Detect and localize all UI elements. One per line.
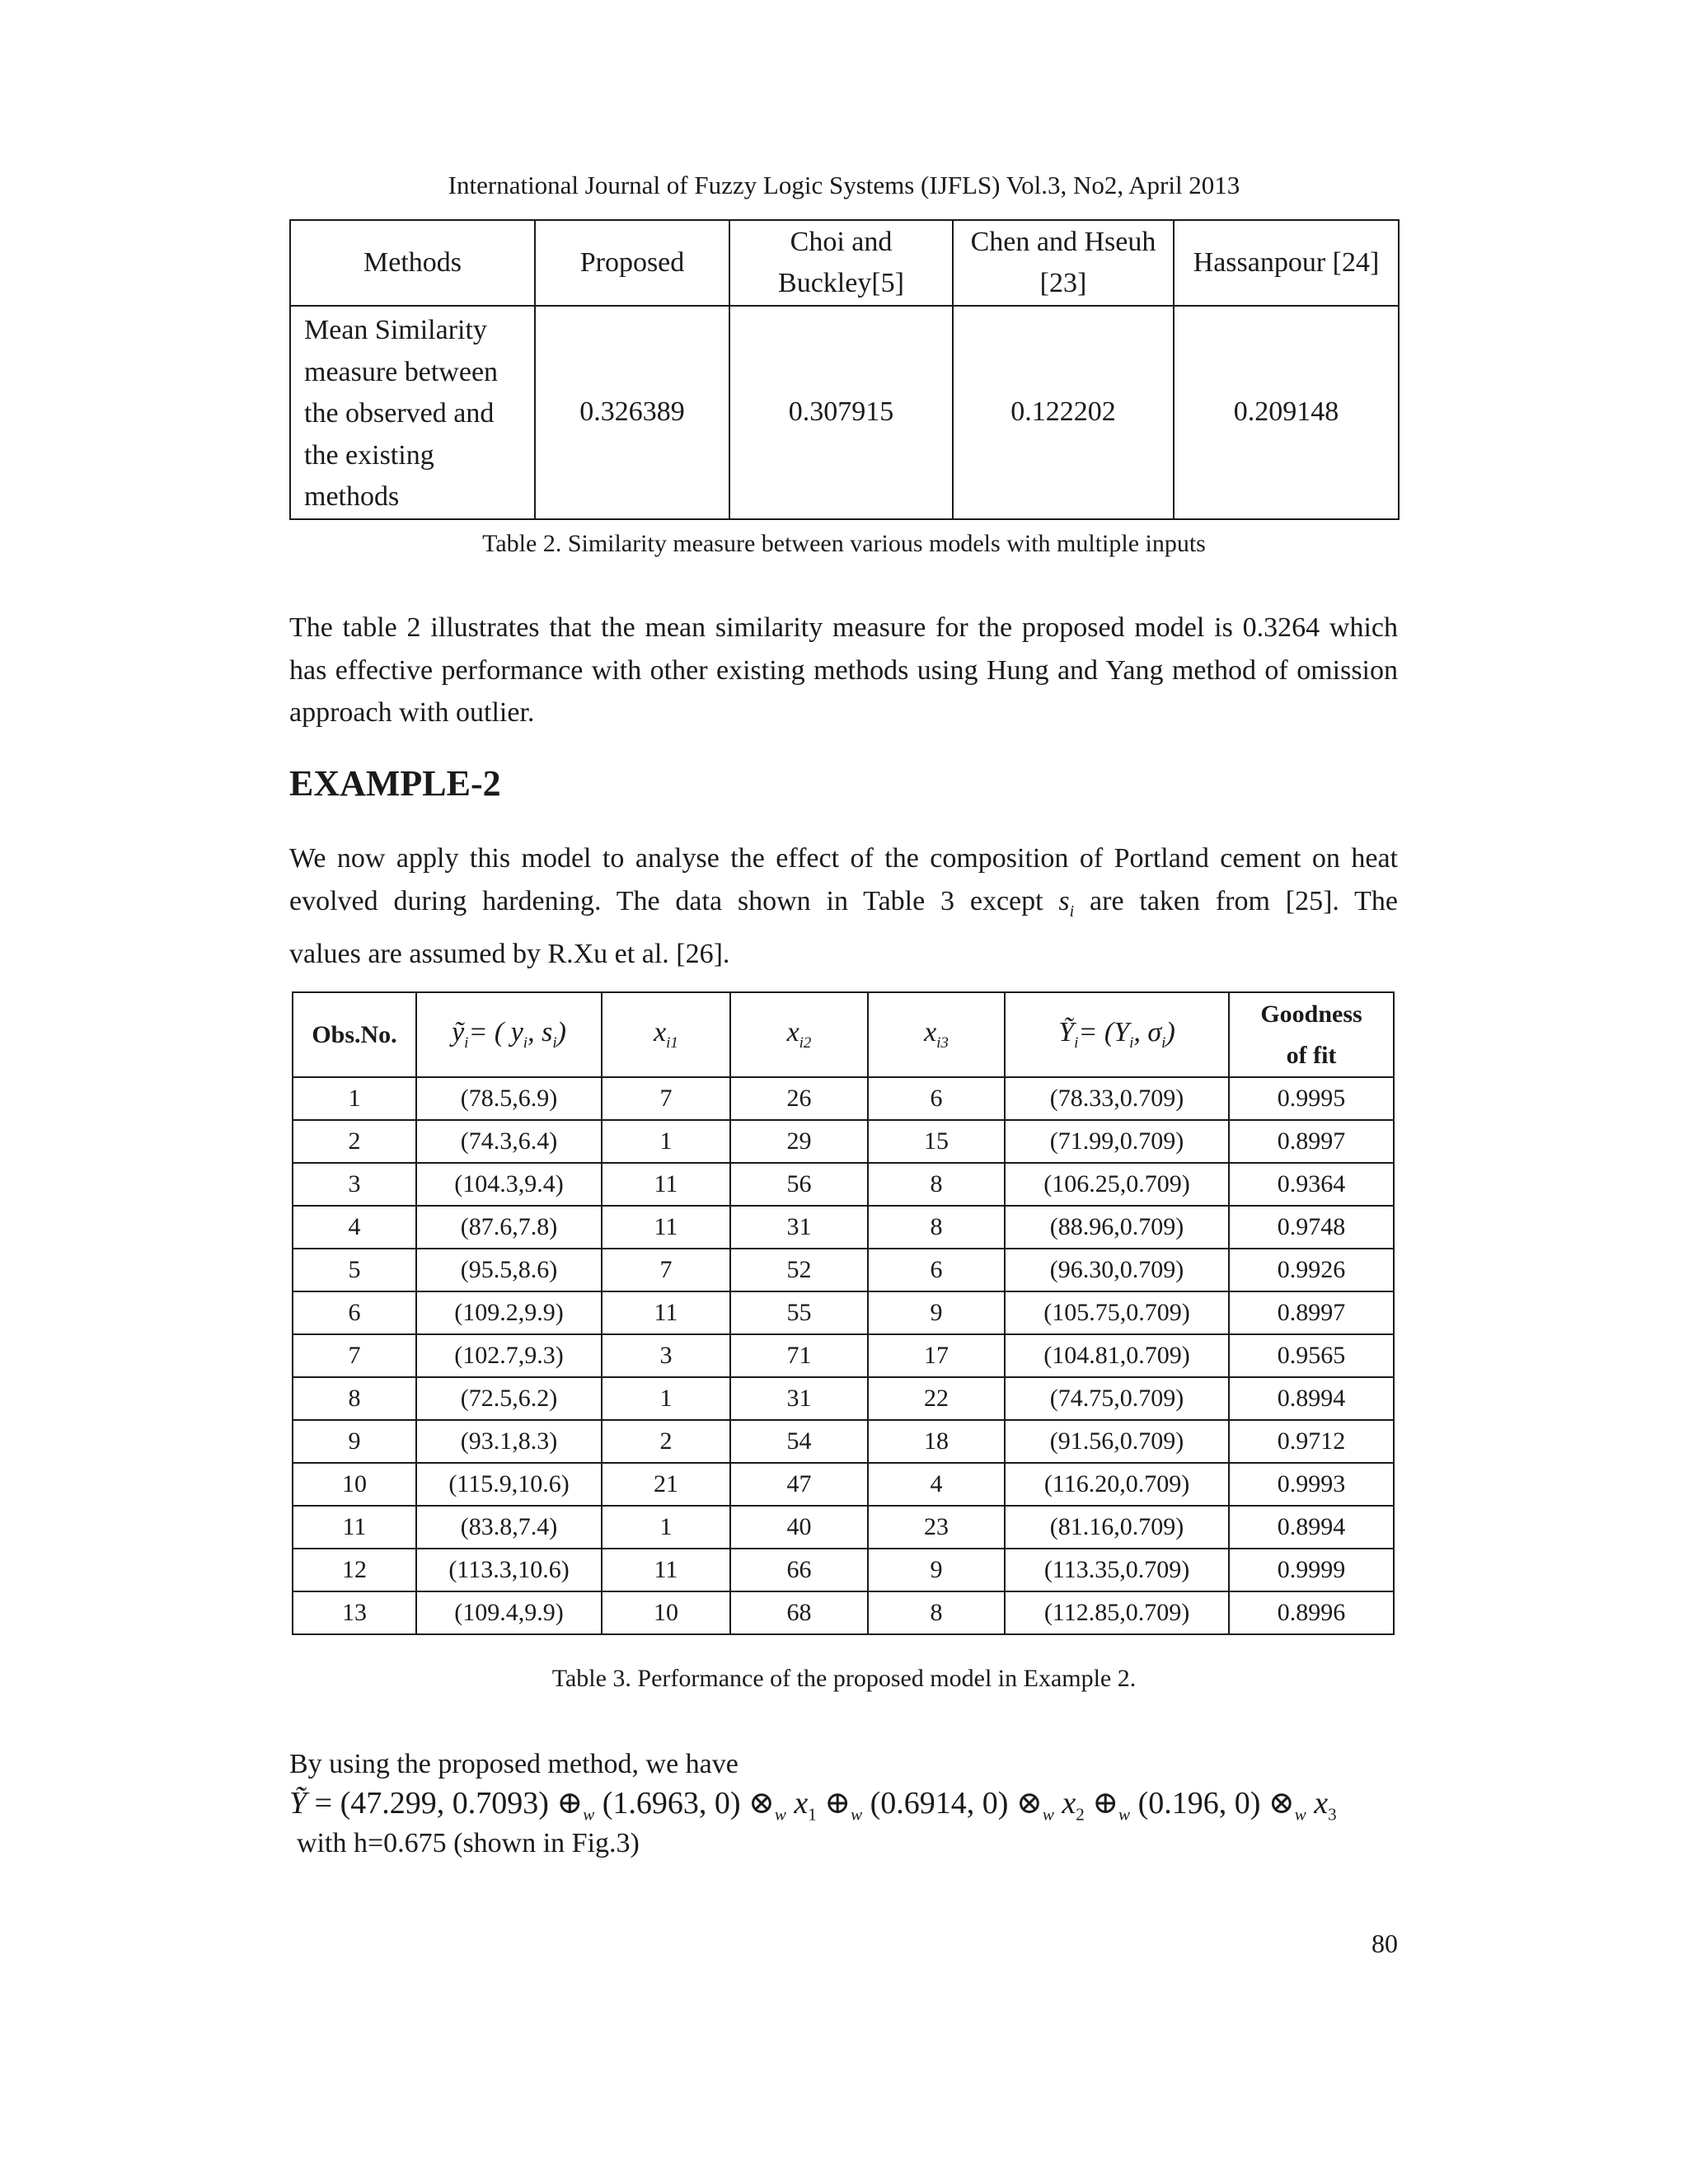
- x2-cell: 56: [730, 1163, 868, 1206]
- x1-cell: 1: [602, 1377, 730, 1420]
- y-tilde-cell: (109.2,9.9): [416, 1291, 602, 1334]
- x2-cell: 40: [730, 1506, 868, 1549]
- paragraph-3: By using the proposed method, we have: [289, 1749, 738, 1779]
- obs-no-cell: 9: [293, 1420, 416, 1463]
- value-chen-hseuh: 0.122202: [953, 306, 1174, 519]
- x3-cell: 23: [868, 1506, 1005, 1549]
- table-row: [293, 1206, 1394, 1249]
- method-line: measure between: [304, 356, 499, 387]
- Y-tilde-cell: (113.35,0.709): [1005, 1549, 1229, 1591]
- method-description: [290, 306, 535, 519]
- goodness-cell: 0.9993: [1229, 1463, 1394, 1506]
- x3-cell: 18: [868, 1420, 1005, 1463]
- x1-cell: 1: [602, 1506, 730, 1549]
- col-x3: $x_{i3}$: [868, 992, 1005, 1077]
- section-heading: EXAMPLE-2: [289, 763, 501, 804]
- regression-equation: Ỹ = (47.299, 0.7093) $\oplus_w$ (1.6963, 0) $\otimes_w$ $x_1$ $\oplus_w$ (0.6914, 0) $\otimes_w$ $x_2$ $\oplus_w$ (0.196, 0) $\otimes_w$ $x_3$: [289, 1786, 1337, 1825]
- table-3: [292, 991, 1395, 1635]
- table-row: [293, 1249, 1394, 1291]
- obs-no-cell: 4: [293, 1206, 416, 1249]
- table-row: [293, 1506, 1394, 1549]
- x1-cell: 7: [602, 1077, 730, 1120]
- table-3-header-row: [293, 992, 1394, 1077]
- x2-cell: 68: [730, 1591, 868, 1634]
- table-row: [290, 306, 1399, 519]
- running-header: International Journal of Fuzzy Logic Systems (IJFLS) Vol.3, No2, April 2013: [448, 171, 1240, 199]
- x3-cell: 9: [868, 1291, 1005, 1334]
- goodness-cell: 0.9995: [1229, 1077, 1394, 1120]
- y-tilde-cell: (87.6,7.8): [416, 1206, 602, 1249]
- goodness-cell: 0.9364: [1229, 1163, 1394, 1206]
- obs-no-cell: 6: [293, 1291, 416, 1334]
- method-line: methods: [304, 481, 400, 512]
- y-tilde-cell: (95.5,8.6): [416, 1249, 602, 1291]
- obs-no-cell: 5: [293, 1249, 416, 1291]
- col-Y-tilde: Ỹ$_i$= ($Y_i$, $\sigma_i$): [1005, 992, 1229, 1077]
- x3-cell: 9: [868, 1549, 1005, 1591]
- y-tilde-cell: (102.7,9.3): [416, 1334, 602, 1377]
- col-chen-line2: [23]: [1039, 268, 1087, 298]
- x1-cell: 3: [602, 1334, 730, 1377]
- table-row: [293, 1549, 1394, 1591]
- obs-no-cell: 12: [293, 1549, 416, 1591]
- y-tilde-cell: (72.5,6.2): [416, 1377, 602, 1420]
- y-tilde-cell: (83.8,7.4): [416, 1506, 602, 1549]
- page-number: 80: [1372, 1929, 1398, 1958]
- x2-cell: 54: [730, 1420, 868, 1463]
- col-chen-hseuh: [953, 220, 1174, 306]
- Y-tilde-cell: (71.99,0.709): [1005, 1120, 1229, 1163]
- s-sub-i-symbol: $s_i$: [1058, 885, 1075, 921]
- value-hassanpour: 0.209148: [1174, 306, 1399, 519]
- x3-cell: 4: [868, 1463, 1005, 1506]
- goodness-cell: 0.8994: [1229, 1377, 1394, 1420]
- x1-cell: 11: [602, 1549, 730, 1591]
- x3-cell: 6: [868, 1249, 1005, 1291]
- goodness-cell: 0.8994: [1229, 1506, 1394, 1549]
- Y-tilde-cell: (116.20,0.709): [1005, 1463, 1229, 1506]
- obs-no-cell: 1: [293, 1077, 416, 1120]
- y-tilde-cell: (93.1,8.3): [416, 1420, 602, 1463]
- Y-tilde-cell: (81.16,0.709): [1005, 1506, 1229, 1549]
- table-2-header-row: [290, 220, 1399, 306]
- col-x1: $x_{i1}$: [602, 992, 730, 1077]
- x2-cell: 71: [730, 1334, 868, 1377]
- Y-tilde-cell: (112.85,0.709): [1005, 1591, 1229, 1634]
- paragraph-4: with h=0.675 (shown in Fig.3): [297, 1828, 640, 1858]
- Y-tilde-cell: (96.30,0.709): [1005, 1249, 1229, 1291]
- table-2: [289, 219, 1400, 520]
- table-3-body: [293, 1077, 1394, 1634]
- x2-cell: 29: [730, 1120, 868, 1163]
- paragraph-2-after: are taken from [25]. The: [1074, 885, 1398, 916]
- Y-tilde-cell: (74.75,0.709): [1005, 1377, 1229, 1420]
- goodness-cell: 0.9926: [1229, 1249, 1394, 1291]
- method-line: the existing: [304, 439, 434, 471]
- obs-no-cell: 11: [293, 1506, 416, 1549]
- x2-cell: 52: [730, 1249, 868, 1291]
- y-tilde-cell: (115.9,10.6): [416, 1463, 602, 1506]
- table-row: [293, 1077, 1394, 1120]
- col-choi-line1: Choi and: [790, 227, 893, 257]
- x2-cell: 31: [730, 1377, 868, 1420]
- y-tilde-cell: (78.5,6.9): [416, 1077, 602, 1120]
- table-row: [293, 1163, 1394, 1206]
- x1-cell: 11: [602, 1163, 730, 1206]
- table-row: [293, 1463, 1394, 1506]
- col-chen-line1: Chen and Hseuh: [970, 227, 1156, 257]
- x3-cell: 22: [868, 1377, 1005, 1420]
- x1-cell: 21: [602, 1463, 730, 1506]
- x2-cell: 47: [730, 1463, 868, 1506]
- x1-cell: 7: [602, 1249, 730, 1291]
- col-y-tilde: ỹ$_i$= ( $y_i$, $s_i$): [416, 992, 602, 1077]
- obs-no-cell: 10: [293, 1463, 416, 1506]
- paragraph-2-body: [289, 837, 1398, 933]
- x2-cell: 66: [730, 1549, 868, 1591]
- x2-cell: 55: [730, 1291, 868, 1334]
- x1-cell: 1: [602, 1120, 730, 1163]
- goodness-cell: 0.8996: [1229, 1591, 1394, 1634]
- y-tilde-cell: (109.4,9.9): [416, 1591, 602, 1634]
- y-tilde-cell: (74.3,6.4): [416, 1120, 602, 1163]
- obs-no-cell: 8: [293, 1377, 416, 1420]
- x3-cell: 8: [868, 1591, 1005, 1634]
- Y-tilde-cell: (105.75,0.709): [1005, 1291, 1229, 1334]
- goodness-cell: 0.9999: [1229, 1549, 1394, 1591]
- x1-cell: 10: [602, 1591, 730, 1634]
- table-row: [293, 1291, 1394, 1334]
- col-choi-line2: Buckley[5]: [778, 268, 904, 298]
- y-tilde-cell: (104.3,9.4): [416, 1163, 602, 1206]
- table-row: [293, 1120, 1394, 1163]
- x3-cell: 8: [868, 1206, 1005, 1249]
- paragraph-2-last-line: values are assumed by R.Xu et al. [26].: [289, 938, 730, 969]
- col-obs-no: Obs.No.: [293, 992, 416, 1077]
- paragraph-2-before: We now apply this model to analyse the effect of the composition of Portland cement on heat evolved during hardening. The data shown in Table 3 except: [289, 843, 1398, 916]
- table-2-caption: Table 2. Similarity measure between various models with multiple inputs: [482, 530, 1206, 557]
- obs-no-cell: 13: [293, 1591, 416, 1634]
- y-tilde-cell: (113.3,10.6): [416, 1549, 602, 1591]
- goodness-cell: 0.8997: [1229, 1291, 1394, 1334]
- method-line: the observed and: [304, 398, 495, 429]
- method-line: Mean Similarity: [304, 315, 487, 345]
- col-methods: Methods: [290, 220, 535, 306]
- table-row: [293, 1420, 1394, 1463]
- Y-tilde-cell: (104.81,0.709): [1005, 1334, 1229, 1377]
- x3-cell: 15: [868, 1120, 1005, 1163]
- table-row: [293, 1377, 1394, 1420]
- col-hassanpour: Hassanpour [24]: [1174, 220, 1399, 306]
- value-choi-buckley: 0.307915: [729, 306, 953, 519]
- paragraph-2: [289, 837, 1398, 975]
- x1-cell: 11: [602, 1206, 730, 1249]
- Y-tilde-cell: (88.96,0.709): [1005, 1206, 1229, 1249]
- col-x2: $x_{i2}$: [730, 992, 868, 1077]
- x3-cell: 8: [868, 1163, 1005, 1206]
- paragraph-1: The table 2 illustrates that the mean similarity measure for the proposed model is 0.3264 which has effective performance with other existing methods using Hung and Yang method of omission approach with outlier.: [289, 612, 1398, 728]
- Y-tilde-cell: (91.56,0.709): [1005, 1420, 1229, 1463]
- table-row: [293, 1334, 1394, 1377]
- x1-cell: 2: [602, 1420, 730, 1463]
- x1-cell: 11: [602, 1291, 730, 1334]
- col-proposed: Proposed: [535, 220, 729, 306]
- col-goodness-of-fit: Goodness of fit: [1229, 992, 1394, 1077]
- table-3-caption: Table 3. Performance of the proposed model in Example 2.: [551, 1665, 1137, 1692]
- Y-tilde-cell: (78.33,0.709): [1005, 1077, 1229, 1120]
- obs-no-cell: 2: [293, 1120, 416, 1163]
- x3-cell: 17: [868, 1334, 1005, 1377]
- goodness-cell: 0.9565: [1229, 1334, 1394, 1377]
- goodness-cell: 0.9712: [1229, 1420, 1394, 1463]
- obs-no-cell: 7: [293, 1334, 416, 1377]
- goodness-cell: 0.8997: [1229, 1120, 1394, 1163]
- x2-cell: 26: [730, 1077, 868, 1120]
- table-row: [293, 1591, 1394, 1634]
- obs-no-cell: 3: [293, 1163, 416, 1206]
- col-choi-buckley: [729, 220, 953, 306]
- goodness-cell: 0.9748: [1229, 1206, 1394, 1249]
- value-proposed: 0.326389: [535, 306, 729, 519]
- x2-cell: 31: [730, 1206, 868, 1249]
- x3-cell: 6: [868, 1077, 1005, 1120]
- Y-tilde-cell: (106.25,0.709): [1005, 1163, 1229, 1206]
